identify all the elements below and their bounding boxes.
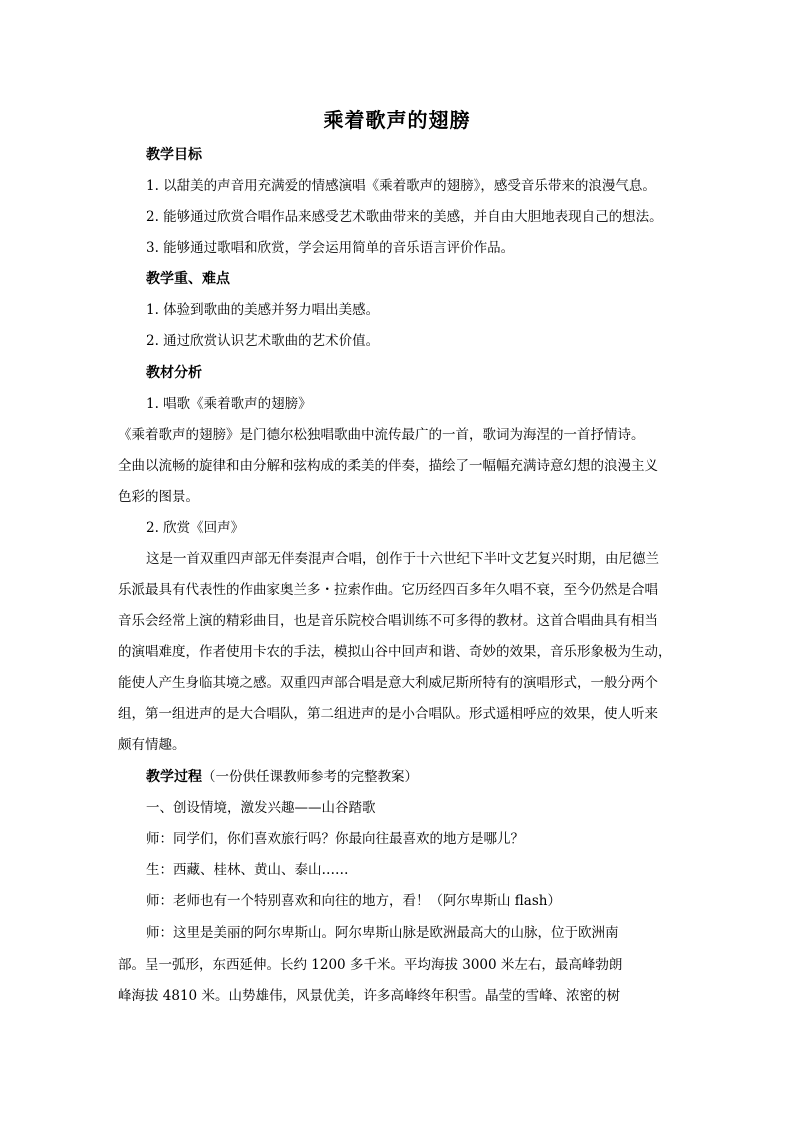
goals-item-1: 1. 以甜美的声音用充满爱的情感演唱《乘着歌声的翅膀》，感受音乐带来的浪漫气息。 bbox=[146, 178, 656, 194]
process-line: 生：西藏、桂林、黄山、泰山…… bbox=[146, 862, 349, 878]
analysis-heading: 教材分析 bbox=[146, 365, 202, 381]
process-line: 部。呈一弧形，东西延伸。长约 1200 多千米。平均海拔 3000 米左右，最高峰勃朗 bbox=[118, 957, 623, 973]
analysis-para2-line: 这是一首双重四声部无伴奏混声合唱，创作于十六世纪下半叶文艺复兴时期，由尼德兰 bbox=[146, 551, 659, 567]
document-title: 乘着歌声的翅膀 bbox=[323, 108, 471, 132]
goals-item-3: 3. 能够通过歌唱和欣赏，学会运用简单的音乐语言评价作品。 bbox=[146, 240, 515, 256]
process-heading: 教学过程 bbox=[146, 769, 202, 785]
analysis-subheading-1: 1. 唱歌《乘着歌声的翅膀》 bbox=[146, 396, 312, 412]
keypoints-item-2: 2. 通过欣赏认识艺术歌曲的艺术价值。 bbox=[146, 333, 380, 349]
process-line: 师：同学们，你们喜欢旅行吗？你最向往最喜欢的地方是哪儿？ bbox=[146, 831, 524, 847]
goals-item-2: 2. 能够通过欣赏合唱作品来感受艺术歌曲带来的美感，并自由大胆地表现自己的想法。 bbox=[146, 209, 663, 225]
process-line: 一、创设情境，激发兴趣——山谷踏歌 bbox=[146, 800, 376, 816]
goals-heading: 教学目标 bbox=[146, 147, 202, 163]
analysis-para2-line: 能使人产生身临其境之感。双重四声部合唱是意大利威尼斯所特有的演唱形式，一般分两个 bbox=[118, 675, 658, 691]
process-line: 峰海拔 4810 米。山势雄伟，风景优美，许多高峰终年积雪。晶莹的雪峰、浓密的树 bbox=[118, 988, 620, 1004]
keypoints-item-1: 1. 体验到歌曲的美感并努力唱出美感。 bbox=[146, 302, 380, 318]
keypoints-heading: 教学重、难点 bbox=[146, 271, 230, 287]
analysis-para1-line: 《乘着歌声的翅膀》是门德尔松独唱歌曲中流传最广的一首，歌词为海涅的一首抒情诗。 bbox=[118, 427, 645, 443]
analysis-para2-line: 颇有情趣。 bbox=[118, 737, 186, 753]
process-heading-note: （一份供任课教师参考的完整教案） bbox=[202, 769, 418, 785]
analysis-para1-line: 色彩的图景。 bbox=[118, 489, 199, 505]
analysis-para2-line: 组，第一组进声的是大合唱队，第二组进声的是小合唱队。形式遥相呼应的效果，使人听来 bbox=[118, 706, 658, 722]
process-line: 师：老师也有一个特别喜欢和向往的地方，看！（阿尔卑斯山 flash） bbox=[146, 893, 561, 909]
analysis-para1-line: 全曲以流畅的旋律和由分解和弦构成的柔美的伴奏，描绘了一幅幅充满诗意幻想的浪漫主义 bbox=[118, 458, 658, 474]
analysis-subheading-2: 2. 欣赏《回声》 bbox=[146, 520, 245, 536]
analysis-para2-line: 乐派最具有代表性的作曲家奥兰多・拉索作曲。它历经四百多年久唱不衰，至今仍然是合唱 bbox=[118, 582, 658, 598]
process-heading-line bbox=[146, 767, 418, 787]
process-line: 师：这里是美丽的阿尔卑斯山。阿尔卑斯山脉是欧洲最高大的山脉，位于欧洲南 bbox=[146, 925, 619, 941]
analysis-para2-line: 音乐会经常上演的精彩曲目，也是音乐院校合唱训练不可多得的教材。这首合唱曲具有相当 bbox=[118, 613, 658, 629]
analysis-para2-line: 的演唱难度，作者使用卡农的手法，模拟山谷中回声和谐、奇妙的效果，音乐形象极为生动， bbox=[118, 644, 672, 660]
